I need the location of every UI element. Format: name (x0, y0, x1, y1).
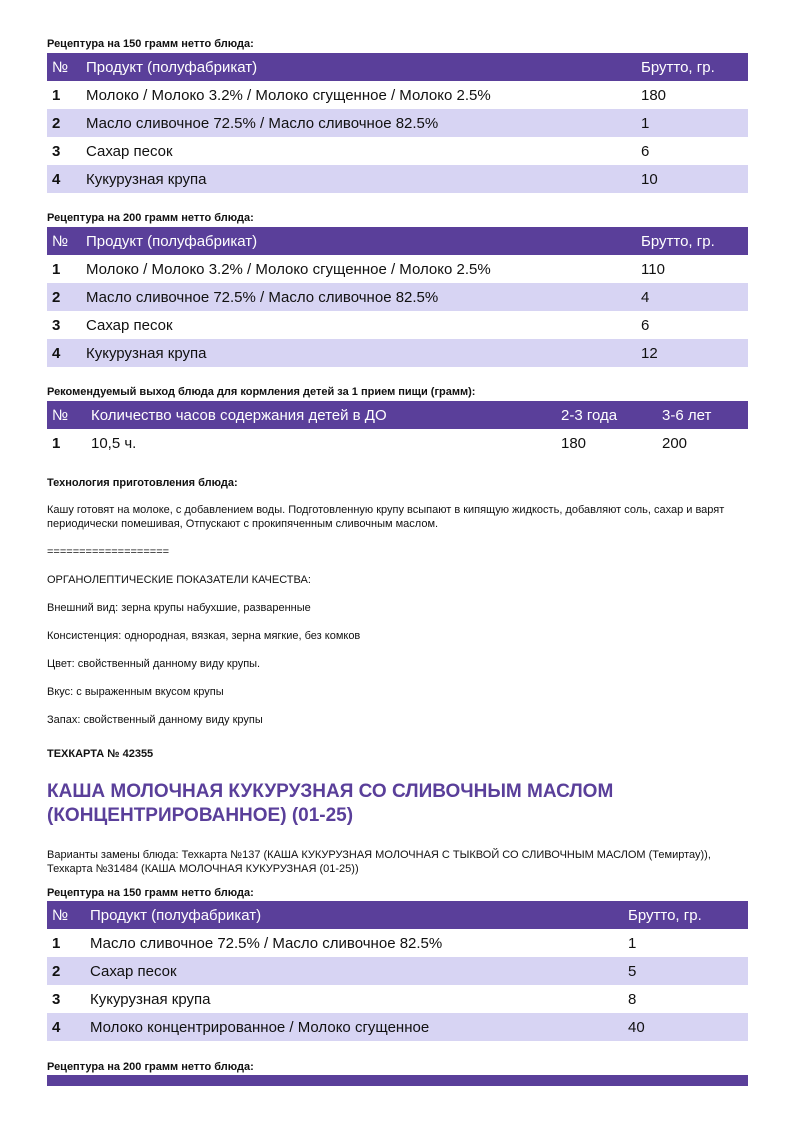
yield-caption: Рекомендуемый выход блюда для кормления детей за 1 прием пищи (грамм): (47, 386, 476, 398)
row-gross: 1 (641, 109, 748, 137)
organoleptic-consistency: Консистенция: однородная, вязкая, зерна мягкие, без комков (47, 630, 361, 642)
row-age-3-6: 200 (662, 434, 688, 452)
row-num: 2 (47, 283, 86, 311)
table-row (47, 311, 748, 339)
row-product: Молоко / Молоко 3.2% / Молоко сгущенное / Молоко 2.5% (86, 86, 491, 104)
recipe-150-caption: Рецептура на 150 грамм нетто блюда: (47, 38, 254, 50)
row-num: 2 (47, 957, 90, 985)
row-gross: 1 (628, 934, 637, 952)
recipe-150-table-2 (47, 901, 748, 1041)
row-gross: 180 (641, 86, 667, 104)
row-product: Сахар песок (90, 957, 628, 985)
technology-text: Кашу готовят на молоке, с добавлением воды. Подготовленную крупу всыпают в кипящую жидкость, добавляют соль, сахар и варят периодически помешивая, Отпускают с прокипяченным сливочным маслом. (47, 504, 725, 530)
replacement-variants: Варианты замены блюда: Техкарта №137 (КАША КУКУРУЗНАЯ МОЛОЧНАЯ С ТЫКВОЙ СО СЛИВОЧНЫМ МАСЛОМ (Темиртау)), Техкарта №31484 (КАША МОЛОЧНАЯ КУКУРУЗНАЯ (01-25)) (47, 849, 711, 875)
recipe-150-table (47, 53, 748, 193)
table-row (47, 929, 748, 957)
technology-title: Технология приготовления блюда: (47, 477, 238, 489)
row-gross: 110 (641, 260, 665, 278)
organoleptic-color: Цвет: свойственный данному виду крупы. (47, 658, 261, 670)
row-gross: 12 (641, 339, 748, 367)
header-product: Продукт (полуфабрикат) (86, 53, 641, 81)
row-gross: 6 (641, 316, 650, 334)
recipe-200-caption-2: Рецептура на 200 грамм нетто блюда: (47, 1061, 254, 1073)
header-age-2-3: 2-3 года (561, 401, 662, 429)
row-num: 2 (47, 109, 86, 137)
row-gross: 6 (641, 142, 650, 160)
table-row (47, 137, 748, 165)
header-num: № (47, 53, 86, 81)
row-age-2-3: 180 (561, 434, 587, 452)
row-product: Сахар песок (86, 316, 173, 334)
row-hours: 10,5 ч. (91, 434, 137, 452)
header-num: № (47, 401, 91, 429)
header-product: Продукт (полуфабрикат) (86, 227, 641, 255)
header-age-3-6: 3-6 лет (662, 401, 748, 429)
row-gross: 4 (641, 283, 748, 311)
table-header-row (47, 227, 748, 255)
row-product: Кукурузная крупа (90, 990, 211, 1008)
row-product: Масло сливочное 72.5% / Масло сливочное 82.5% (86, 109, 641, 137)
table-row (47, 1013, 748, 1041)
table-row (47, 957, 748, 985)
row-num: 3 (52, 990, 61, 1008)
separator-line: =================== (47, 546, 170, 558)
header-num: № (47, 227, 86, 255)
table-row (47, 429, 748, 457)
row-product: Кукурузная крупа (86, 165, 641, 193)
organoleptic-taste: Вкус: с выраженным вкусом крупы (47, 686, 224, 698)
header-gross: Брутто, гр. (628, 901, 748, 929)
row-num: 3 (52, 142, 61, 160)
yield-table (47, 401, 748, 457)
table-row (47, 165, 748, 193)
row-product: Масло сливочное 72.5% / Масло сливочное 82.5% (90, 934, 443, 952)
header-product: Продукт (полуфабрикат) (90, 901, 628, 929)
table-header-row (47, 53, 748, 81)
table-row (47, 109, 748, 137)
techcard-number: ТЕХКАРТА № 42355 (47, 748, 154, 760)
header-gross: Брутто, гр. (641, 227, 748, 255)
header-gross: Брутто, гр. (641, 53, 748, 81)
table-row (47, 283, 748, 311)
row-num: 1 (52, 934, 61, 952)
dish-title: КАША МОЛОЧНАЯ КУКУРУЗНАЯ СО СЛИВОЧНЫМ МАСЛОМ (КОНЦЕНТРИРОВАННОЕ) (01-25) (47, 781, 614, 826)
table-row (47, 81, 748, 109)
row-gross: 10 (641, 165, 748, 193)
table-row (47, 255, 748, 283)
table-header-bar (47, 1075, 748, 1086)
row-gross: 8 (628, 990, 637, 1008)
recipe-200-table (47, 227, 748, 367)
table-row (47, 339, 748, 367)
recipe-150-caption-2: Рецептура на 150 грамм нетто блюда: (47, 887, 254, 899)
row-product: Молоко / Молоко 3.2% / Молоко сгущенное / Молоко 2.5% (86, 260, 491, 278)
row-num: 4 (47, 165, 86, 193)
row-product: Масло сливочное 72.5% / Масло сливочное 82.5% (86, 283, 641, 311)
row-product: Кукурузная крупа (86, 339, 641, 367)
row-num: 4 (47, 1013, 90, 1041)
row-num: 3 (52, 316, 61, 334)
row-num: 1 (52, 260, 61, 278)
row-num: 4 (47, 339, 86, 367)
recipe-200-caption: Рецептура на 200 грамм нетто блюда: (47, 212, 254, 224)
row-gross: 5 (628, 957, 748, 985)
organoleptic-title: ОРГАНОЛЕПТИЧЕСКИЕ ПОКАЗАТЕЛИ КАЧЕСТВА: (47, 574, 311, 586)
table-header-row (47, 901, 748, 929)
row-gross: 40 (628, 1013, 748, 1041)
row-product: Сахар песок (86, 142, 173, 160)
header-num: № (47, 901, 90, 929)
organoleptic-appearance: Внешний вид: зерна крупы набухшие, разваренные (47, 602, 311, 614)
table-row (47, 985, 748, 1013)
organoleptic-smell: Запах: свойственный данному виду крупы (47, 714, 263, 726)
header-hours: Количество часов содержания детей в ДО (91, 401, 561, 429)
row-num: 1 (52, 86, 61, 104)
row-product: Молоко концентрированное / Молоко сгущенное (90, 1013, 628, 1041)
table-header-row (47, 401, 748, 429)
row-num: 1 (52, 434, 61, 452)
